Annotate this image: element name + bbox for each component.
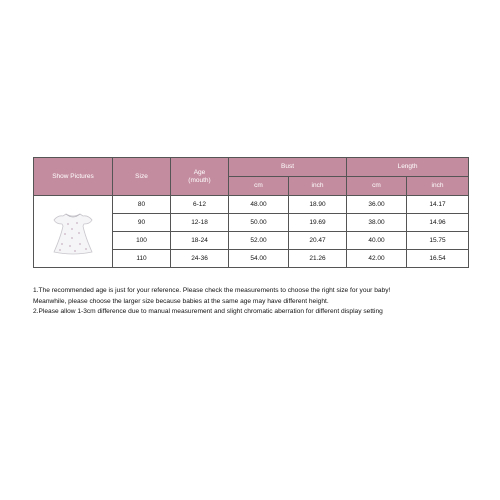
length-inch-cell: 15.75 <box>407 232 469 250</box>
note-line: 2.Please allow 1-3cm difference due to manual measurement and slight chromatic aberration for different display setting <box>33 308 383 315</box>
age-cell: 24-36 <box>171 250 229 268</box>
product-picture-cell <box>34 196 113 268</box>
header-length-cm: cm <box>347 177 407 196</box>
length-cm-cell: 36.00 <box>347 196 407 214</box>
header-bust-inch: inch <box>289 177 347 196</box>
note-line: 1.The recommended age is just for your reference. Please check the measurements to choose the right size for your baby! <box>33 287 391 294</box>
dress-icon <box>50 208 96 256</box>
size-cell: 110 <box>113 250 171 268</box>
size-chart-table <box>33 157 469 268</box>
bust-cm-cell: 54.00 <box>229 250 289 268</box>
length-inch-cell: 14.96 <box>407 214 469 232</box>
bust-cm-cell: 48.00 <box>229 196 289 214</box>
age-cell: 18-24 <box>171 232 229 250</box>
note-line: Meanwhile, please choose the larger size because babies at the same age may have different height. <box>33 297 329 305</box>
length-inch-cell: 16.54 <box>407 250 469 268</box>
header-bust-cm: cm <box>229 177 289 196</box>
table-row <box>34 196 469 214</box>
size-cell: 80 <box>113 196 171 214</box>
length-cm-cell: 42.00 <box>347 250 407 268</box>
bust-inch-cell: 20.47 <box>289 232 347 250</box>
length-inch-cell: 14.17 <box>407 196 469 214</box>
size-cell: 90 <box>113 214 171 232</box>
notes-section <box>33 286 473 318</box>
header-length-inch: inch <box>407 177 469 196</box>
age-cell: 6-12 <box>171 196 229 214</box>
bust-cm-cell: 50.00 <box>229 214 289 232</box>
header-length: Length <box>347 158 469 177</box>
length-cm-cell: 38.00 <box>347 214 407 232</box>
header-bust: Bust <box>229 158 347 177</box>
bust-inch-cell: 21.26 <box>289 250 347 268</box>
header-show-pictures: Show Pictures <box>34 158 113 196</box>
header-size: Size <box>113 158 171 196</box>
bust-inch-cell: 18.90 <box>289 196 347 214</box>
age-cell: 12-18 <box>171 214 229 232</box>
bust-cm-cell: 52.00 <box>229 232 289 250</box>
size-cell: 100 <box>113 232 171 250</box>
length-cm-cell: 40.00 <box>347 232 407 250</box>
bust-inch-cell: 19.69 <box>289 214 347 232</box>
header-age: Age (mouth) <box>171 158 229 196</box>
